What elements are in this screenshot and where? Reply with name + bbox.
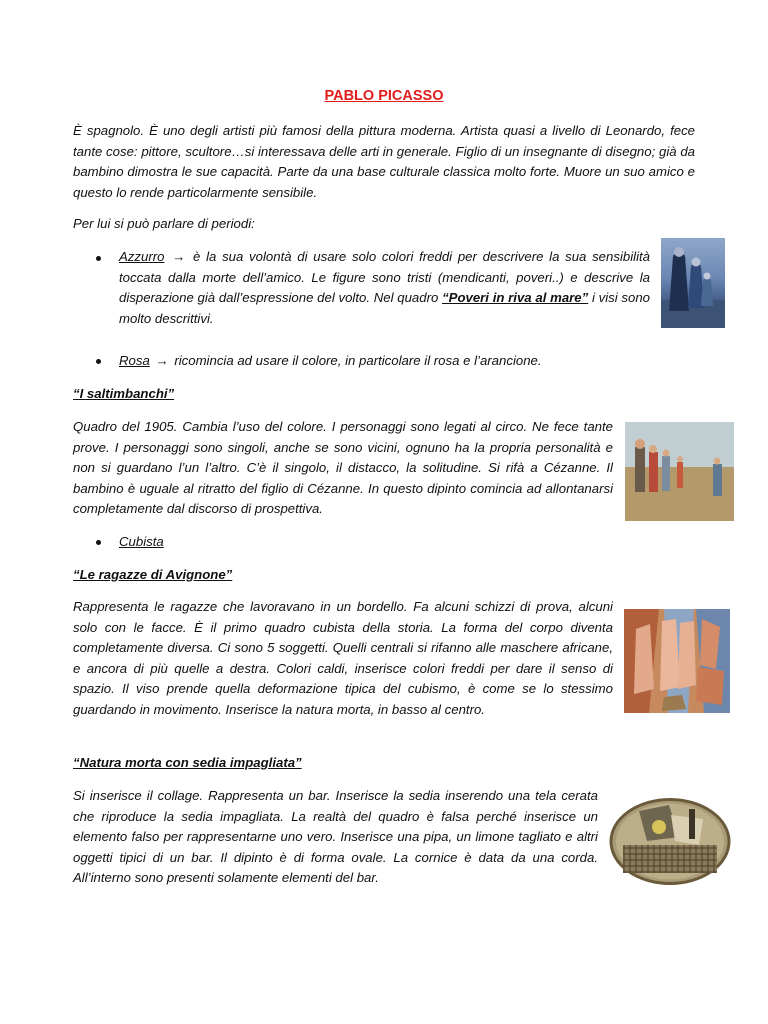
azzurro-painting: “Poveri in riva al mare” bbox=[442, 290, 589, 306]
bullet-cubista bbox=[96, 540, 101, 545]
cubista-label: Cubista bbox=[119, 534, 164, 549]
intro-paragraph: È spagnolo. È uno degli artisti più famosi della pittura moderna. Artista quasi a livello di Leonardo, fece tante cose: pittore, scultore…si interessava delle arti in generale. Figlio di un insegnante di disegno; già da bambino dimostra le sue capacità. Parte da una base culturale classica molto forte. Muore un suo amico e questo lo rende particolarmente sensibile. bbox=[73, 123, 695, 200]
natura-paragraph: Si inserisce il collage. Rappresenta un bar. Inserisce la sedia inserendo una tela cerata che riproduce la sedia impagliata. La realtà del quadro è falsa perché inserisce un elemento falso per rappresentarne uno vero. Inserisce una pipa, un limone tagliato e altri oggetti tipici di un bar. Il dipinto è di forma ovale. La cornice è data da una corda. All’interno sono presenti solamente elementi del bar. bbox=[73, 788, 598, 886]
saltimbanchi-paragraph: Quadro del 1905. Cambia l’uso del colore. I personaggi sono legati al circo. Ne fece tante prove. I personaggi sono singoli, anche se sono vicini, ognuno ha la propria personalità e non si guardano l’un l’altro. C’è il singolo, il distacco, la solitudine. Si rifà a Cézanne. Il bambino è uguale al ritratto del figlio di Cézanne. In questo dipinto comincia ad allontanarsi completamente dal discorso di prospettiva. bbox=[73, 419, 613, 517]
arrow-icon: → bbox=[172, 249, 186, 264]
cubista-paragraph bbox=[119, 532, 164, 553]
page-title: PABLO PICASSO bbox=[324, 88, 444, 104]
azzurro-paragraph bbox=[119, 247, 650, 329]
avignone-paragraph: Rappresenta le ragazze che lavoravano in un bordello. Fa alcuni schizzi di prova, alcuni solo con le facce. È il primo quadro cubista della storia. La forma del corpo diventa completamente diversa. Ci sono 5 soggetti. Quelli centrali si rifanno alle maschere africane, e ancora di più quelle a destra. Colori caldi, inserisce colori freddi per dare il senso di spazio. Il viso prende quella deformazione tipica del cubismo, è come se lo stessimo guardando in movimento. Inserisce la natura morta, in basso al centro. bbox=[73, 599, 613, 717]
natura-morta-sedia-impagliata-image bbox=[609, 797, 731, 886]
arrow-icon: → bbox=[155, 353, 169, 368]
saltimbanchi-heading: “I saltimbanchi” bbox=[73, 386, 175, 401]
ragazze-di-avignone-image bbox=[624, 609, 730, 713]
periods-intro: Per lui si può parlare di periodi: bbox=[73, 216, 255, 231]
avignone-heading: “Le ragazze di Avignone” bbox=[73, 567, 233, 582]
bullet-rosa bbox=[96, 359, 101, 364]
rosa-paragraph bbox=[119, 351, 659, 372]
rosa-text: ricomincia ad usare il colore, in particolare il rosa e l’arancione. bbox=[170, 353, 542, 368]
bullet-azzurro bbox=[96, 256, 101, 261]
poveri-in-riva-al-mare-image bbox=[661, 238, 725, 328]
rosa-label: Rosa bbox=[119, 353, 150, 368]
azzurro-label: Azzurro bbox=[119, 249, 165, 264]
natura-heading: “Natura morta con sedia impagliata” bbox=[73, 755, 302, 770]
azzurro-text-2: i visi sono molto descrittivi. bbox=[119, 290, 650, 326]
saltimbanchi-image bbox=[625, 422, 734, 521]
azzurro-text-1: è la sua volontà di usare solo colori freddi per descrivere la sua sensibilità toccata dalla morte dell’amico. Le figure sono tristi (mendicanti, poveri..) e descrive la disperazione già dall’espressione del volto. Nel quadro bbox=[119, 249, 650, 306]
